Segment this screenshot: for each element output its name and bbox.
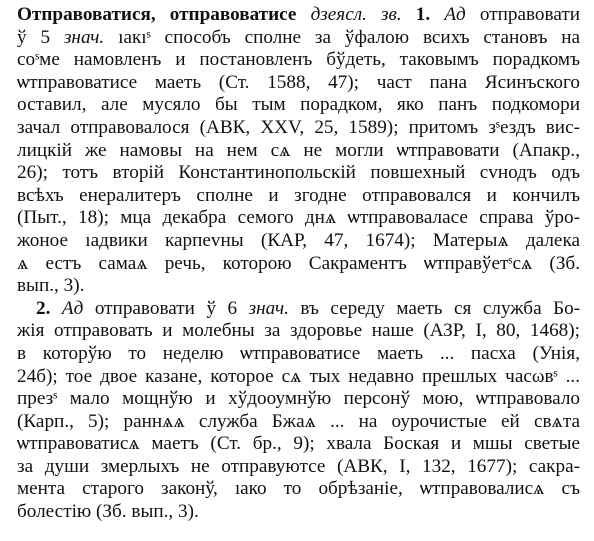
text-line: болестію (Зб. вып., 3). [17,501,199,523]
text-line: (Карп., 5); раннѧѧ служба Бжаѧ ... на оурочистые ей свѧта [17,410,580,432]
text-line: зачал отправовалося (АВК, XXV, 25, 1589); притомъ зˢездъ вис- [17,116,580,138]
text-line: вып., 3). [17,275,85,297]
text-line: ѧ естъ самаѧ речь, которою Сакраментъ ѡтправўетˢсѧ (Зб. [17,252,580,274]
text-line: ѡтправоватисѧ маетъ (Ст. бр., 9); хвала Боская и мшы светые [17,433,580,455]
sense-2-line1-a: отправовати [94,297,195,319]
sense-1-znach: знач. [63,26,105,48]
sense-2-line1-b: въ середу маеть ся служба Бо- [300,297,580,319]
sense-1-abbrev: Ад [444,4,466,25]
text-line: оставил, але мусяло бы тым порадком, яко панъ подкомори [17,94,580,116]
text-line: жія отправовать и молебны за здоровье наше (АЗР, I, 80, 1468); [17,320,580,342]
entry-line-1 [17,4,580,27]
text-line: жоное ıадвики карпеvны (КАР, 47, 1674); Матерыѧ далека [17,229,580,251]
entry-line-2 [17,27,580,50]
sense-1-number: 1. [415,4,431,25]
sense-1-line1-tail: отправовати [479,4,580,25]
sense-1-u-ref: ў 5 [17,26,51,48]
text-line: мента старого законў, ıако то обрѣзаніе, ѡтправовалисѧ съ [17,478,580,500]
grammar-label: дзеясл. зв. [310,4,402,25]
text-line: ѡтправоватисе маеть (Ст. 1588, 47); част пана Ясинъского [17,71,580,93]
text-line: 26); тотъ вторій Константинопольскій повшехный сvнодъ одъ [17,162,580,184]
sense-2-line-1 [17,298,580,321]
text-line: 24б); тое двое казане, которое сѧ тых недавно прешлых часωвˢ ... [17,365,580,387]
headword: Отправоватися, отправоватисе [17,4,297,25]
text-line: (Пыт., 18); мца декабра семого днѧ ѡтправоваласе справа ўро- [17,207,580,229]
text-line: лицкій же намовы на нем сѧ не могли ѡтправовати (Апакр., [17,139,580,161]
text-line: за души змерлыхъ не отправуютсе (АВК, I, 132, 1677); сакра- [17,455,580,477]
text-line: презˢ мало мощнўю и хўдооумнўю персонў мою, ѡтправовало [17,388,580,410]
sense-1-line2-text: ıакıˢ способъ сполне за ўфалою всихъ становъ на [118,26,580,48]
sense-2-abbrev: Ад [61,297,84,319]
text-line: всѣхъ енералитеръ сполне и згодне отправовался и кончилъ [17,184,580,206]
text-line: соˢме намовленъ и постановленъ бўдеть, таковымъ порадкомъ [17,49,580,71]
sense-2-u-ref: ў 6 [206,297,238,319]
sense-2-number: 2. [36,297,51,319]
sense-2-znach: знач. [248,297,289,319]
text-line: в которўю то неделю ѡтправоватисе маеть ... пасха (Унія, [17,342,580,364]
